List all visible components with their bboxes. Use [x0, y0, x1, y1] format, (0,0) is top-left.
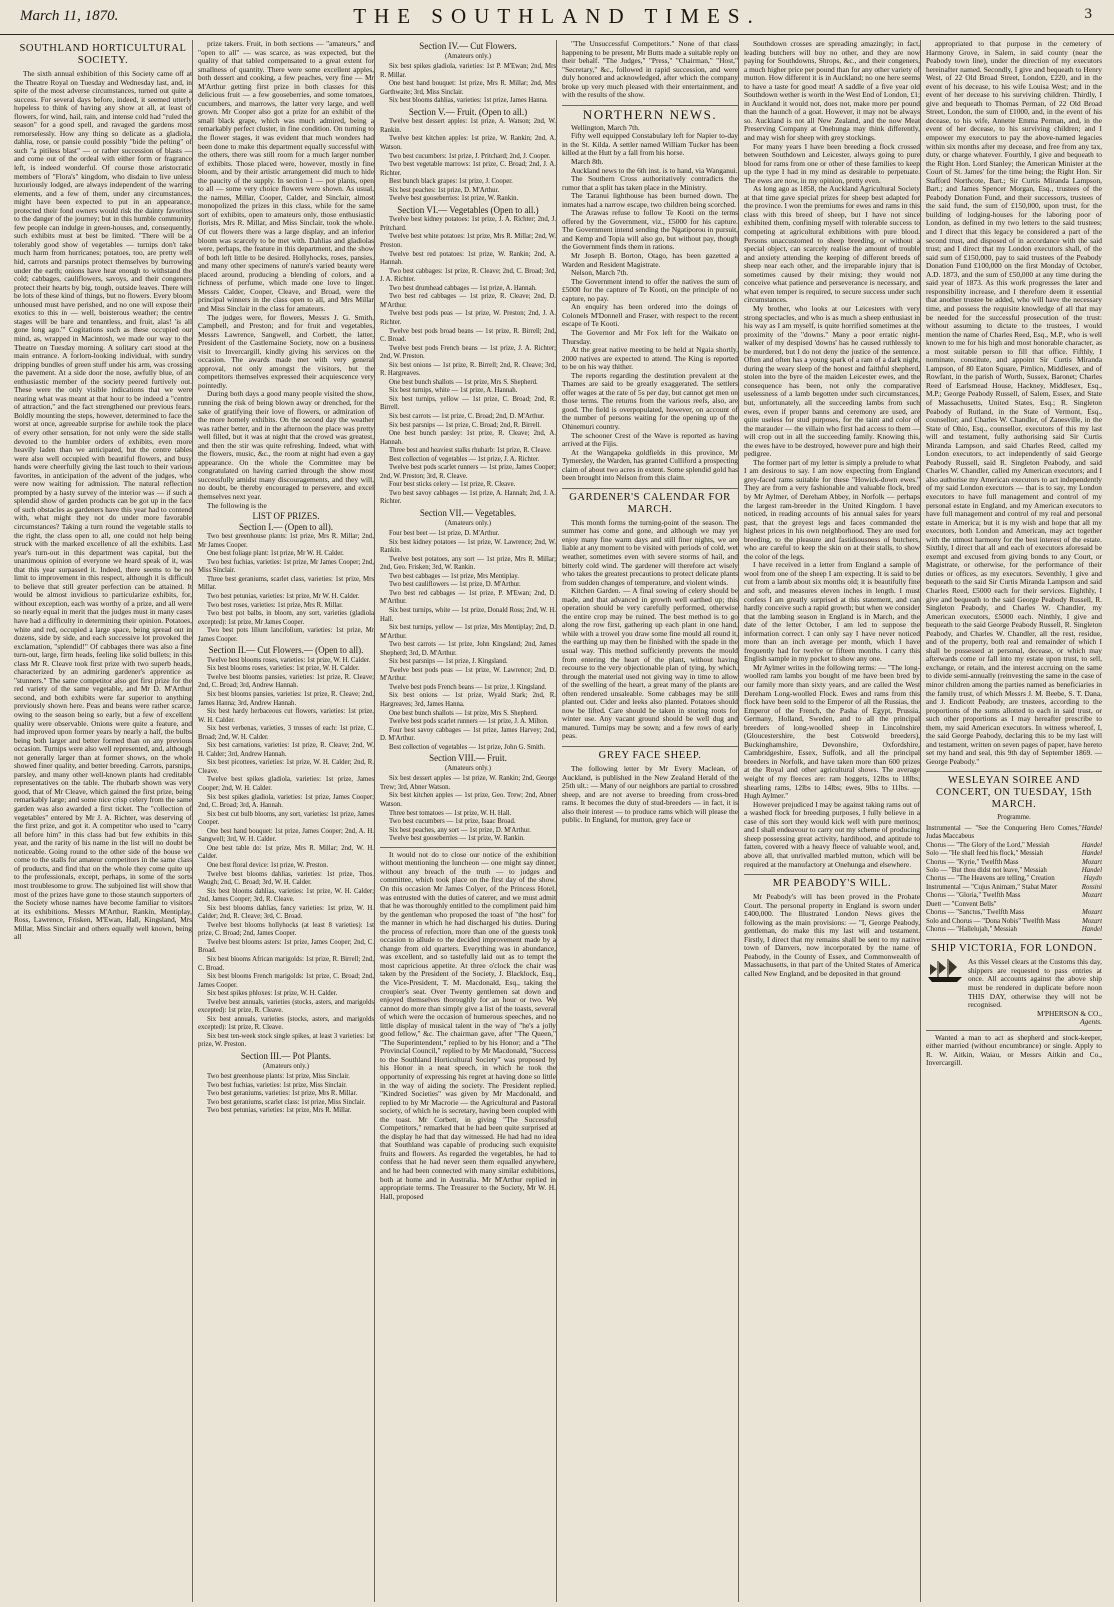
horticultural-article — [14, 70, 192, 942]
paragraph: The following letter by Mr Every Maclean, of Auckland, is published in the New Zealand Herald of the 25th ult.: — Many of our neighbors are partial to crossbred sheep, and are not averse to breeding from cross-bred rams. It becomes the duty of stud-breeders — in fact, it is also their interest — to produce rams which will please the public. In England, for mutton, grey face or — [562, 764, 738, 825]
programme-item — [926, 842, 1102, 850]
peabody-will — [744, 893, 920, 978]
prize-entry: Six best blooms French marigolds: 1st prize, C. Broad; 2nd, James Cooper. — [198, 973, 374, 989]
northern-news — [562, 124, 738, 483]
prize-entry: Twelve best pods scarlet runners — 1st prize, J. A. Milton. — [389, 718, 549, 726]
paragraph: March 8th. — [571, 157, 604, 167]
programme-item — [926, 909, 1102, 917]
prize-entry: One best foliage plant: 1st prize, Mr W. H. Calder. — [207, 550, 344, 558]
paragraph: I have received in a letter from England a sample of wool from one of the sheep I am expecting. It is said to be cut from a lamb about six months old; it is beautifully fine and soft, and measures eleven inches in length. I must confess I am greatly surprised at this statement, and can hardly conceive such a rapid growth; but when we consider that the lambing season in England is in March, and the date of the letter October, I am led to suppose the information correct. I can only say I have never noticed more than an inch average per month, which I have frequently had for twelve or fifteen months. I carry this English sample in my pocket to show any one. — [744, 560, 920, 664]
paragraph: Mr Aylmer writes in the following terms: — "The long-woolled ram lambs you bought of me have been bred by our family more than sixty years, and are called the West Dereham Long-woolled Flock. Ewes and rams from this flock have been sold to the Emperor of all the Russias, the Emperor of the French, the Pasha of Egypt, Prussia, Germany, Holland, Sweden, and to all the principal breeders of long-woolled sheep in Lincolnshire (Gloucestershire, the best Cotswold breeders), Buckinghamshire, Devonshire, Oxfordshire, Cambridgeshire, Essex, Suffolk, and all the principal breeders in Norfolk, and have taken more than 600 prizes at the Royal and other agricultural shows. The average weight of my fleeces are: ram hoggets, 12lbs to 18lbs; shearling rams, 12lbs to 14lbs; ewes, 9lbs to 11lbs. — Hugh Aylmer." — [744, 662, 920, 801]
prize-entry: Two best greenhouse plants: 1st prize, Miss Sinclair. — [207, 1073, 350, 1081]
programme-item — [926, 884, 1102, 892]
paragraph: As long ago as 1858, the Auckland Agricultural Society at that time gave special prizes for sheep best adapted for the province. I won the premiums for ewes and rams in this class with this breed of sheep, but I have not since exhibited them, confining myself with tolerable success to competing at agricultural exhibitions with pure blood. Persons unaccustomed to sheep breeding, or without a special object, can scarcely realise the amount of trouble and anxiety attending the keeping of different breeds of sheep near each other, and the irreparable injury that is sometimes caused by their mixing; they would not conceive what patience and perseverance is necessary, and what even temper is required, to secure success under such circumstances. — [744, 184, 920, 305]
prize-entry: Twelve best kidney potatoes: 1st prize, J. A. Richter; 2nd, J. Pritchard. — [380, 216, 556, 232]
prize-entry: Twelve best blooms dahlias, varieties: 1st prize, Thos. Waugh; 2nd, C. Broad; 3rd, W. H. Calder. — [198, 870, 374, 887]
grey-face-sheep — [562, 765, 738, 825]
paragraph: The sixth annual exhibition of this Society came off at the Theatre Royal on Tuesday and Wednesday last, and, in spite of the most adverse circumstances, turned out quite a success. For several days before, indeed, it seemed utterly hopeless to think of having any show at all, at least of flowers, for wind, hail, rain, and intense cold had "ruled the season" for a good spell, and ravaged the gardens most remorselessly. How any thing so delicate as a gladiola, dahlia, rose, or pansie could possibly "bide the pelting" of such "a pitiless blast" — or rather succession of blasts — and come out of the ordeal with either form or fragrance left, is indeed wonderful. Of course those aristocratic members of "Flora's" kingdom, who disdain to live unless luxuriously lodged, are always independent of the warring elements, and a few of them, under any circumstances, might have been expected to put in an appearance, protected their fond owners would risk the dainty favorites to the danger of the journey; but in this humble community few people can indulge in green-houses, and, consequently, such exhibits must at best be limited. "There will be a tolerably good show of vegetables — turnips don't take much harm from hurricanes; potatoes, too, are pretty well hid, carrots and parsnips protect themselves by burrowing under the earth; onions have heat enough to withstand the cold; cabbages, cauliflowers, savoys, and their congeners protect their hearts by big, tough, outside leaves. There will be lots of these kind of things, but no flowers. Every bloom unhoused must have perished, and no one will expose their exotics to this in — well, boisterous weather; the centre stages will be bare and tenantless, and fruit, alas! 'is all gone long ago.'" Cogitations such as these occupied our mind, as, wrapped in Macintosh, we made our way to the Theatre on Tuesday morning. A solitary cart stood at the main entrance. A forlorn-looking individual, with sundry dripping bundles of green stuff under his arm, was crossing the pavement. At a side door the nose, awfully blue, of an enthusiastic member of the society peered furtively out. These were the only visible indications that we were nearing what was meant at that hour to be indeed a "centre of attraction," and the fact strengthened our previous fears. Boldly mounting the steps, however, determined to face the worst at once, agreeable surprise for awhile took the place of every other sensation, for not only were the side stalls devoted to the humbler orders of exhibits, even more heavily laden than we anticipated, but the centre tables were also well occupied with beautiful flowers, and busy hands were cheerfully giving the last touch to their various favorites, in anticipation of the advent of the judges, who were now waiting for admission. The natural reflection prompted by a hasty survey of the interior was — if such a splendid show of garden products can be got up in the face of such obstacles as gardeners have this year had to contend with, what might they not do under more favorable circumstances? Taking a turn round the vegetable stalls to the right, the class open to all, one could not help being struck with the marked excellence of all the exhibits. Last year's turn-out in this department was capital, but the unanimous opinion of everyone we heard speak of it, was that this year surpassed it. Indeed, there seems to be no limit to improvement in this respect, although it is difficult to believe that still greater perfection can be attained. It would be almost invidious to particularize exhibits, for, without exception, each was worthy of a prize, and all were so nearly equal in merit that the judges must in many cases have had a difficulty in determining their opinion. Potatoes, white and red, occupied a large space, being spread out in dozens, side by side, and each successive lot provoked the exclamation, "splendid!" Of cabbages there was also a fine turn-out, large, firm heads, feeling like solid bullets; in this class Mr R. Cleave took first prize with two superb heads, characterized by an admiring gardener's apprentice as "stunners." The same competitor also got first prize for the red variety of the same vegetable, and Mr D. M'Arthur second, and both exhibits were far superior to anything previously shown here. Peas and beans were rather scarce, owing to the season being so early, but a few of excellent quality were observable. Onions were quite a feature, and had improved upon former years by nearly a half, the bulbs being both larger and better formed than on any previous occasion. Turnips were also well represented, and, although not generally larger than at former shows, on the whole showed finer quality, and better breeding. Carrots, parsnips, parsley, and many other well-known plants had creditable representatives on the table. The rhubarb shown was very good, that of Mr Cleave, which gained the first prize, being remarkably large; and some nice crisp celery from the same garden was also awarded a first ticket. The "collection of vegetables" entered by Mr J. A. Richter, was deserving of the first prize, and got it. A competitor who used to "carry all before him" in this class had but few exhibits in this year, and the rarity of his name in the list will no doubt be noticeable. Going round to the other side of the house we come to the stalls for amateur competitors in the same class of products, and find that on the whole they come quite up to the professionals, except, perhaps, in some of the sorts most troublesome to grow. The subjoined list will show that most of the prizes have gone to those staunch supporters of the Society whose names have become familiar to visitors at its exhibitions. Messrs M'Arthur, Rankin, Mentiplay, Ross, Lawrence, Frisken, M'Ewan, Hall, Kingsland, Mrs Millar, Miss Sinclair and others equally well known, being all — [14, 69, 192, 942]
divider — [926, 1030, 1102, 1031]
prize-entry: Two best greenhouse plants: 1st prize, Mrs R. Millar; 2nd, Mr James Cooper. — [198, 533, 374, 549]
programme-item — [926, 926, 1102, 934]
programme-composer: Haydn — [1083, 875, 1102, 883]
prize-entry: Six best ten-week stock single spikes, at least 3 varieties: 1st prize, W. Preston. — [198, 1032, 374, 1049]
column-2 — [192, 40, 374, 1602]
prize-entry: Two best fuchias, varieties: 1st prize, Miss Sinclair. — [207, 1081, 347, 1089]
prize-entry: Six best carrots — 1st prize, C. Broad; 2nd, D. M'Arthur. — [389, 412, 545, 420]
prize-section-title: Section VIII.— Fruit. — [429, 753, 507, 764]
ship-signature: M'PHERSON & CO., — [1037, 1008, 1102, 1018]
column-4 — [556, 40, 738, 1602]
prize-entry: Two best pots lilium lancifolium, varieties: 1st prize, Mr James Cooper. — [198, 627, 374, 643]
prize-section-subtitle: (Amateurs only.) — [263, 1062, 309, 1070]
programme-piece: Duett — "Convent Bells" — [926, 900, 997, 908]
programme-piece: Chorus — "Hallelujah," Messiah — [926, 925, 1017, 933]
prize-entry: One best hand bouquet: 1st prize, Mrs R. Millar; 2nd, Mrs Garthwaite; 3rd, Miss Sinclair. — [380, 80, 556, 96]
paragraph: Southdown crosses are spreading amazingly; in fact, leading butchers will buy no other, and they are now paying for Southdowns, Shrops, &c., and their congeners, a much higher price per pound than for any other variety of mutton. How different it is in Auckland; no one here seems to have a taste for good meat! A saddle of a five year old Southdown wether is worth in the West End of London, £1; in Auckland it would not, does not, make more per pound than the haunch of a goat. However, it may not be always so. Auckland is not all New Zealand, and the now Meat Preserving Company at Onehunga may think differently, and may wish for sheep with grey stockings. — [744, 40, 920, 143]
prize-entry: Six best spikes gladiola, varieties: 1st prize, James Cooper; 2nd, C. Broad; 3rd, A. Hannah. — [198, 793, 374, 810]
prize-entry: Six best peaches, any sort — 1st prize, D. M'Arthur. — [389, 826, 531, 834]
prize-entry: Six best blooms dahlias, varieties: 1st prize, W. H. Calder; 2nd, James Cooper; 3rd, R. Cleave. — [198, 887, 374, 904]
prize-entry: Six best blooms pansies, varieties: 1st prize, R. Cleave; 2nd, James Hanna; 3rd, Andrew Hannah. — [198, 691, 374, 707]
prize-entry: Twelve best annuals, varieties (stocks, asters, and marigolds excepted): 1st prize, R. Cleave. — [198, 998, 374, 1015]
programme-label: Programme. — [997, 814, 1031, 822]
prize-entry: Four best sticks celery — 1st prize, R. Cleave. — [389, 481, 516, 489]
prize-entry: Six best dessert apples — 1st prize, W. Rankin; 2nd, George Trew; 3rd, Abner Watson. — [380, 775, 556, 791]
paragraph: Wellington, March 7th. — [571, 122, 640, 132]
prize-entry: Twelve best gooseberries — 1st prize, W. Rankin. — [389, 835, 525, 843]
prize-entry: Two best cabbages: 1st prize, R. Cleave; 2nd, C. Broad; 3rd, J. A. Richter. — [380, 267, 556, 284]
prize-entry: Six best peaches: 1st prize, D. M'Arthur. — [389, 186, 500, 194]
paragraph: Auckland news to the 6th inst. is to hand, via Wanganui. — [571, 165, 738, 175]
prize-entry: Twelve best blooms asters: 1st prize, James Cooper; 2nd, C. Broad. — [198, 938, 374, 955]
paragraph: Mr Joseph B. Borton, Otago, has been gazetted a Warden and Resident Magistrate. — [562, 251, 738, 269]
prize-entry: Three best and heaviest stalks rhubarb: 1st prize, R. Cleave. — [389, 447, 552, 455]
luncheon-report — [380, 851, 556, 1201]
prize-entry: Six best onions — 1st prize, R. Birrell; 2nd, R. Cleave; 3rd, R. Hargreaves. — [380, 361, 556, 378]
prize-entry: Six best onions — 1st prize, Wyald Stark; 2nd, R. Hargreaves; 3rd, James Hanna. — [380, 692, 556, 709]
ship-notice — [926, 958, 1102, 1009]
paragraph: appropriated to that purpose in the cemetery of Harmony Grove, in Salem, in said county (near the Peabody town line), under the direction of my executors hereinafter named. Secondly, I give and bequeath to Henry West, of 22 Old Broad Street, London, £220, and in the event of his decease, to his wife Louisa West; and in the event of her decease to his surviving children. Thirdly, I give and bequeath to Thomas Perman, of 22 Old Broad Street, London, the sum of £1000, and, in the event of his decease, to his wife, Annette Emma Perman, and, in the event of her decease, to his surviving children; and I empower my executors to pay the above-named legacies within six months after my decease, and free from any tax, duty, or charge whatever. Fourthly, I give and bequeath to the Right Hon. Lord Stanley; the American Minister at the Court of St. James' for the time being; the Right Hon. Sir Stafford Northcote, Bart.; Sir Curtis Miranda Lampson, Bart.; and James Spencer Morgan, Esq., trustees of the Peabody Donation Fund, and their successors, trustees of the said fund, the sum of £150,000, upon trust, for the building of lodging-houses for the laboring poor of London, as defined in my two letters to the said trustees; and I direct that this legacy be considered a part of the second trust, and disposed of in accordance with the said trust; and I direct that my London executors shall, of the said sum of £150,000, pay to said trustees of the Peabody Donation Fund £100,000 on the first Monday of October, A.D. 1873, and the sum of £50,000 at any time during the said year of 1873. As this work progresses the later and responsibility increase, and I therefore deem it essential that another trustee be added, who will have the necessary time, and possess the requisite knowledge of all that may be needed for the successful prosecution of the trust: without assuming to dictate to the trustees, I would mention the name of Charles Reed, Esq., M.P., who is well known to me for his high and most honorable character, as a most suitable person to fill that office. Fifthly, I nominate, constitute, and appoint Sir Curtis Miranda Lampson, of 80 Eaton Square, Pimlico, Middlesex, and of Rowfant, in the parish of Worth, Sussex, Baronet; Charles Reed of Earlsmead House, Hackney, Middlesex, Esq., M.P.; George Peabody Russell, of Salem, Essex, and State of Massachusetts, United States, Esq.; R. Singleton Peabody of Rutland, in the State of Vermont, Esq., counsellor; and Charles W. Chandler, of Zanesville, in the State of Ohio, Esq., counsellor, executors of this my last will and testament, fully authorising said Sir Curtis Miranda Lampson, and said Charles Reed, called my London executors, to act independently of said George Peabody Russell, said R. Singleton Peabody, and said Charles W. Chandler, called my American executors; and I also authorise my American executors to act independently of my said London executors — that is to say, my London executors to have full management and control of my personal estate in England, and my American executors to have full management and control of my real and personal estate in America; but it is my wish and hope that all my executors, both London and American, may act together with the utmost harmony for the best interest of the estate. Sixthly, I direct that all and each of executors aforesaid be exempt and excused from giving bonds to any Court, or Magistrate, or otherwise, for the performance of their duties or offices, as my executors. Seventhly, I give and bequeath to the said Sir Curtis Miranda Lampson and said Charles Reed, £5000 each for their services. Eighthly, I give and bequeath to the said George Peabody Russell, R. Singleton Peabody, and Charles W. Chandler, my American executors, £5000 each. Ninthly, I give and bequeath to the said George Peabody Russell, R. Singleton Peabody, and Charles W. Chandler, all the rest, residue, and of the property, both real and remainder of which I shall be possessed at personal, decease, or which may afterwards come or fall into my estate upon trust, to sell, exchange, or retain, and the interest accruing on the same to divide semi-annually (reinvesting the same in the case of minor children among the parties named as beneficiaries in the family trust, of which Messrs J. M. Beebe, S. T. Dana, and J. Endicott Peabody, are trustees, according to the proportions of the sums allotted to each in said trust, or such other proportions as I may hereafter prescribe to them, my said American executors. In witness whereof, I, the said George Peabody, declaring this to be my last will and testament, written on seven pages of paper, have hereto set my hand and seal, this 9th day of September 1869. — George Peabody." — [926, 40, 1102, 766]
issue-date: March 11, 1870. — [20, 8, 119, 24]
paragraph: prize takers. Fruit, in both sections — "amateurs," and "open to all" — was scarce, as was expected, but the quality of that tabled compensated to a great extent for smallness of quantity. There were some excellent apples, both dessert and cooking, a few peaches, very fine — Mr M'Arthur getting first prize in both classes for this delicious fruit — a few gooseberries, and some tomatoes, cucumbers, and marrows, the latter very large, and well grown. Mr Cooper also got a prize for an exhibit of the small black grape, which was much admired, being a remarkably perfect cluster, in fine condition. On turning to the flower stages, it was evident that much wonders had been done to make this department equally successful with the others, there was still room for a much larger number of exhibits. Those placed were, however, mostly in fine bloom, and by their artistic arrangement did much to hide the paucity of the supply. In section 1 — pot plants, open to all — some very choice flowers were shown. As usual, the names, Millar, Cooper, Calder, and Sinclair, almost monopolized the prizes in this class, while for the same sort of exhibits, open to amateurs only, those enthusiastic florists, Mrs R. Millar, and Miss Sinclair, took the whole. Of cut flowers there was a large display, and an inferior bloom was scarcely to be met with. Dahlias and gladiolas were, perhaps, the feature in this department, and the show of both left little to be desired. Hollyhocks, roses, pansies, and many other specimens of nature's varied beauty were placed around, producing a blending of colors, and a richness of perfume, which made one love to linger. Messrs Calder, Cooper, Cleave, and Broad, were the principal winners in the class open to all, and Mrs Millar and Miss Sinclair in the class for amateurs. — [198, 40, 374, 313]
column-5 — [738, 40, 920, 1602]
prize-entry: Twelve best blooms hollyhocks (at least 8 varieties): 1st prize, C. Broad; 2nd, James Cooper. — [198, 921, 374, 938]
prize-entry: One best bunch parsley: 1st prize, R. Cleave; 2nd, A. Hannah. — [380, 430, 556, 446]
prize-entry: Twelve best pods scarlet runners — 1st prize, James Cooper; 2nd, W. Preston; 3rd, R. Cleave. — [380, 464, 556, 480]
prize-entry: Best bunch black grapes: 1st prize, J. Cooper. — [389, 178, 513, 186]
columns — [14, 40, 1102, 1602]
prize-entry: Twelve best pods French beans — 1st prize, J. A. Richter; 2nd, W. Preston. — [380, 344, 556, 361]
programme-item — [926, 859, 1102, 867]
prize-sections — [198, 523, 374, 1116]
prize-entry: Six best turnips, white — 1st prize, Donald Ross; 2nd, W. H. Hall. — [380, 607, 556, 623]
ship-agents: Agents. — [1080, 1017, 1102, 1027]
programme-piece: Solo — "But thou didst not leave," Messiah — [926, 867, 1047, 875]
prize-entry: Six best parsnips — 1st prize, C. Broad; 2nd, R. Birrell. — [389, 421, 541, 429]
horticultural-heading: SOUTHLAND HORTICULTURAL SOCIETY. — [19, 43, 187, 66]
programme-piece: Solo — "He shall feed his flock," Messiah — [926, 850, 1044, 858]
wanted-notice: Wanted a man to act as shepherd and stock-keeper, either married (without encumbrance) or single. Apply to R. W. Aitkin, Waiau, or Messrs Aitkin and Co., Invercargill. — [926, 1032, 1102, 1068]
prize-list-heading: LIST OF PRIZES. — [252, 511, 320, 522]
paragraph: The Taranui lighthouse has been burned down. The inmates had a narrow escape, two children being scorched. — [562, 191, 738, 209]
gardeners-calendar-heading: GARDENER'S CALENDAR FOR MARCH. — [562, 488, 738, 516]
northern-news-heading: NORTHERN NEWS. — [562, 105, 738, 121]
prize-entry: Two best geraniums, varieties: 1st prize, Mrs R. Millar. — [207, 1090, 358, 1098]
prize-entry: One best table do: 1st prize, Mrs R. Millar; 2nd, W. H. Calder. — [198, 844, 374, 861]
prize-entry: Two best cucumbers: 1st prize, J. Pritchard; 2nd, J. Cooper. — [389, 152, 551, 160]
ship-notice-text: As this Vessel clears at the Customs this day, shippers are requested to pass entries at once. All accounts against the above ship must be rendered in duplicate before noon THIS DAY, otherwise they will not be recognised. — [968, 957, 1102, 1010]
prize-section-subtitle: (Amateurs only.) — [445, 52, 491, 60]
prize-entry: Four best savoy cabbages — 1st prize, James Harvey; 2nd, D. M'Arthur. — [380, 726, 556, 743]
paragraph: The Governor and Mr Fox left for the Waikato on Thursday. — [562, 327, 738, 346]
grey-face-sheep-heading: GREY FACE SHEEP. — [562, 746, 738, 762]
paragraph: The following is the — [207, 500, 267, 510]
prize-entry: Two best fuchias, varieties: 1st prize, Mr James Cooper; 2nd, Miss Sinclair. — [198, 558, 374, 575]
paragraph: Nelson, March 7th. — [571, 268, 629, 278]
programme-composer: Mozart — [1082, 909, 1102, 917]
prize-entry: Six best verbenas, varieties, 3 trusses of each: 1st prize, C. Broad; 2nd, W. H. Calder. — [198, 725, 374, 741]
prize-entry: Six best annuals, varieties (stocks, asters, and marigolds excepted): 1st prize, R. Cleave. — [198, 1015, 374, 1032]
prize-entry: Twelve best gooseberries: 1st prize, W. Rankin. — [389, 195, 519, 203]
prize-entry: Two best red cabbages — 1st prize, R. Cleave; 2nd, D. M'Arthur. — [380, 293, 556, 309]
prize-entry: Two best petunias, varieties: 1st prize, Mr W. H. Calder. — [207, 593, 360, 600]
masthead — [0, 0, 1114, 35]
programme-list — [926, 825, 1102, 934]
programme-piece: Chorus — "The Heavens are telling," Creation — [926, 875, 1055, 883]
prize-entry: Three best geraniums, scarlet class, varieties: 1st prize, Mrs Millar. — [198, 575, 374, 592]
prize-entry: Twelve best dessert apples: 1st prize, A. Watson; 2nd, W. Rankin. — [380, 118, 556, 134]
prize-sections-continued — [380, 42, 556, 844]
paragraph: At the great native meeting to be held at Ngaia shortly, 2000 natives are expected to attend. The King is reported to be on his way thither. — [562, 345, 738, 372]
prize-entry: Six best blooms dahlias, varieties: 1st prize, James Hanna. — [389, 97, 548, 105]
prize-entry: Six best turnips, yellow — 1st prize, C. Broad; 2nd, R. Birrell. — [380, 395, 556, 412]
peabody-will-continued — [926, 40, 1102, 766]
prize-entry: Six best blooms African marigolds: 1st prize, R. Birrell; 2nd, C. Broad. — [198, 955, 374, 972]
prize-entry: Two best cucumbers — 1st prize, Isaac Broad. — [389, 818, 516, 826]
paragraph: At the Wangapeka goldfields in this province, Mr Tymersley, the Warden, has granted Culliford a prospecting claim of about two acres in extent. Some splendid gold has been brought into Nelson from this claim. — [562, 447, 738, 483]
paragraph: The judges were, for flowers, Messrs J. G. Smith, Campbell, and Preston; and for fruit and vegetables, Messrs Lawrence, Sangwell, and Corbett, the latter, President of the Castlemaine Society, now on a business visit to Invercargill, kindly giving his services on the occasion. The awards made met with very general approval, not only amongst the visitors, but the competitors themselves expressed their acquiescence very pointedly. — [198, 312, 374, 390]
prize-entry: Two best savoy cabbages — 1st prize, A. Hannah; 2nd, J. A. Richter. — [380, 489, 556, 506]
prize-entry: Three best tomatoes — 1st prize, W. H. Hall. — [389, 809, 512, 817]
prize-entry: Twelve best kitchen apples: 1st prize, W. Rankin; 2nd, A. Watson. — [380, 135, 556, 152]
prize-entry: Six best spikes gladiola, varieties: 1st P. M'Ewan; 2nd, Mrs R. Millar. — [380, 63, 556, 79]
prize-entry: One best floral device: 1st prize, W. Preston. — [207, 861, 329, 869]
prize-entry: One best hand bouquet: 1st prize, James Cooper; 2nd, A. H. Sangwell; 3rd, W. H. Calder. — [198, 827, 374, 844]
prize-section-subtitle: (Amateurs only.) — [445, 519, 491, 527]
grey-face-sheep-continued — [744, 40, 920, 869]
prize-entry: Two best cabbages — 1st prize, Mrs Mentiplay. — [389, 572, 519, 580]
programme-item — [926, 892, 1102, 900]
prize-entry: Twelve best pods broad beans — 1st prize, R. Birrell; 2nd, C. Broad. — [380, 327, 556, 344]
prize-entry: Two best red cabbages — 1st prize, P. M'Ewan; 2nd, D. M'Arthur. — [380, 589, 556, 606]
programme-composer: Handel — [1081, 925, 1102, 933]
paragraph: It would not do to close our notice of the exhibition without mentioning the luncheon — one might say dinner, without any breach of the truth — to judges and committee, which took place on the first day of the show. On this occasion Mr James Colyer, of the Princess Hotel, was entrusted with the duties of caterer, and we must admit that he was thoroughly entitled to the compliment paid him by the gentleman who proposed the toast of "the host" for the manner in which he had discharged his duties. During the process of refection, more than one of the guests took occasion to allude to the decided improvement made by a change from old quarters. Everything was in abundance, was excellent, and so tastefully laid out as to tempt the most capricious appetite. At three o'clock the chair was taken by the President of the Society, J. Blacklock, Esq., the Vice-President, T. M. Macdonald, Esq., taking the croupier's seat. Over Twenty gentlemen sat down and enjoyed themselves thoroughly for an hour or two. We cannot do more than simply give a list of the toasts, several of which were the occasion of humerous speeches, and no little display of musical talent in the way of "he's a jolly good fellow," &c. The chairman gave, after "The Queen," "The Superintendent," replied to by his Honor; and a "The Provincial Council," replied to by Mr Macdonald, "Success to the Southland Horticultural Society" was proposed by his Honor in a neat speech, in which he took the opportunity of expressing his regret at having done so little in the way of aiding the society. The President replied. "Kindred Societies" was given by Mr Macdonald, and replied to by Mr Macrorie — the Agricultural and Pastoral society, of which he is secretary, having been coupled with the toast. Mr Corbett, in giving "The Successful Competitors," remarked that he had been quite surprised at the display he had that day witnessed. He had had no idea that Southland was capable of producing such exquisite fruits and flowers. As regarded the vegetables, he had to confess that he had never seen them equalled anywhere, and he had been connected with many similar exhibitions, both at home and in Australia. Mr M'Arthur replied in appropriate terms. The Treasurer to the Society, Mr W. H. Hall, proposed — [380, 849, 556, 1201]
prize-entry: Six best cut bulb blooms, any sort, varieties: 1st prize, James Cooper. — [198, 810, 374, 827]
prize-entry: Four best beet — 1st prize, D. M'Arthur. — [389, 530, 500, 538]
prize-entry: Twelve best potatoes, any sort — 1st prize, Mrs R. Millar; 2nd, Geo. Frisken; 3rd, W. Rankin. — [380, 555, 556, 572]
programme-piece: Chorus — "Sanctus," Twelfth Mass — [926, 909, 1025, 917]
prize-entry: Six best blooms dahlias, fancy varieties: 1st prize, W. H. Calder; 2nd, R. Cleave; 3rd, C. Broad. — [198, 904, 374, 921]
prize-entry: One best bunch shallots — 1st prize, Mrs S. Shepherd. — [389, 709, 538, 717]
paragraph: The former part of my letter is simply a prelude to what I am desirous to say. I am now expecting from England grey-faced rams suitable for these "Howick-down ewes." They are from a very fashionable and valuable flock, bred by Mr Aylmer, of Dereham Abbey, in Norfolk — perhaps the largest ram-breeder in the United Kingdom. I have noticed, in reading accounts of his annual sales for years past, that the greyest legs and faces commanded the highest prices in his own neighborhood. They are used for breeding, to the pleasure and fastidiousness of butchers, who are careful to keep the skin on at their stalls, to show the color of the legs. — [744, 457, 920, 561]
prize-entry: Best collection of vegetables — 1st prize, J. A. Richter. — [389, 455, 540, 463]
prize-entry: Six best picottees, varieties: 1st prize, W. H. Calder; 2nd, R. Cleave. — [198, 759, 374, 775]
programme-piece: Solo and Chorus — "Dona Nobis" Twelfth Mass — [926, 917, 1061, 925]
prize-entry: Six best kidney potatoes — 1st prize, W. Lawrence; 2nd, W. Rankin. — [380, 538, 556, 555]
prize-entry: Six best kitchen apples — 1st prize, Geo. Trew; 2nd, Abner Watson. — [380, 792, 556, 809]
paragraph: This month forms the turning-point of the season. The summer has come and gone, and although we may yet enjoy many fine warm days and still finer nights, we are liable at any moment to be visited with periods of cold, wet weather, sometimes even with severe storms of hail, and bitterly cold wind. The gardener will therefore act wisely who takes the greatest precautions to protect delicate plants from sudden changes of temperature, and violent winds. — [562, 517, 738, 587]
programme-item — [926, 825, 1102, 842]
programme-composer: Mozart — [1082, 917, 1102, 925]
paragraph: Kitchen Garden. — A final sowing of celery should be made, and that advanced in growth well earthed up; this operation should be very carefully performed, otherwise the entire crop may be ruined. The best method is to go along the row first, gathering up each plant in one hand, while with a trowel you draw some fine mould all round it, the earthing up may then be finished with the spade in the usual way. This method sufficiently prevents the mould from entering the heart of the plant, without having recourse to the very objectionable plan of tying, by which, through the material used not giving way in time to allow of the swelling of the heart, a great many of the plants are often rendered unsaleable. Some cabbages may be still planted out. Cider and leeks also planted. Potatoes should now be lifted. Care should be taken in storing roots for winter use. Any vacant ground should be well dug and manured. Turnips may be sown; and a few rows of early peas. — [562, 586, 738, 741]
programme-composer: Handel — [1081, 867, 1102, 875]
prize-entry: Twelve best red potatoes: 1st prize, W. Rankin; 2nd, A. Hannah. — [380, 250, 556, 267]
gardeners-calendar — [562, 519, 738, 741]
column-3 — [374, 40, 556, 1602]
programme-item — [926, 850, 1102, 858]
prize-entry: Twelve best pods French beans — 1st prize, J. Kingsland. — [389, 683, 547, 691]
paragraph: The Southern Cross authoritatively contradicts the rumor that a split has taken place in the Ministry. — [562, 174, 738, 192]
programme-composer: Handel — [1081, 841, 1102, 849]
prize-entry: Twelve best pods peas — 1st prize, W. Preston; 2nd, J. A. Richter. — [380, 310, 556, 326]
paragraph: The schooner Crest of the Wave is reported as having arrived at the Fijis. — [562, 430, 738, 449]
page-number: 3 — [1084, 6, 1092, 22]
prize-section-title: Section IV.— Cut Flowers. — [419, 41, 517, 51]
divider — [380, 847, 556, 848]
programme-piece: Chorus — "The Glory of the Lord," Messiah — [926, 841, 1050, 849]
prize-entry: Six best hardy herbaceous cut flowers, varieties: 1st prize, W. H. Calder. — [198, 708, 374, 724]
programme-piece: Instrumental — "See the Conquering Hero Comes," Judas Maccabeus — [926, 825, 1082, 841]
paragraph: An enquiry has been ordered into the doings of Colonels M'Donnell and Fraser, with respect to the recent escape of Te Kooti. — [562, 302, 738, 329]
newspaper-title: THE SOUTHLAND TIMES. — [353, 4, 761, 28]
programme-item — [926, 918, 1102, 926]
paragraph: For many years I have been breeding a flock crossed between Southdown and Leicester, always going to pure blood for rams from one or other of these families to keep up the type I had in my mind as desirable to perpetuate. The ewes are now, in my opinion, pretty even. — [744, 141, 920, 185]
column-6 — [920, 40, 1102, 1602]
ship-victoria-heading: SHIP VICTORIA, FOR LONDON. — [926, 939, 1102, 955]
horticultural-article-continued — [198, 40, 374, 510]
paragraph: The Government intend to offer the natives the sum of £5000 for the capture of Te Kooti, on the principle of no capture, no pay. — [562, 276, 738, 303]
programme-item — [926, 867, 1102, 875]
programme-piece: Instrumental — "Cujus Animam," Stabat Mater — [926, 883, 1058, 891]
prize-entry: Six best parsnips — 1st prize, J. Kingsland. — [389, 658, 508, 666]
prize-entry: Twelve best white potatoes: 1st prize, Mrs R. Millar; 2nd, W. Preston. — [380, 233, 556, 250]
prize-entry: Twelve best spikes gladiola, varieties: 1st prize, James Cooper; 2nd, W. H. Calder. — [198, 776, 374, 793]
paragraph: Fifty well equipped Constabulary left for Napier to-day in the St. Kilda. A settler named William Tucker has been killed at the Hutt by a fall from his horse. — [562, 131, 738, 158]
prize-section-title: Section II.— Cut Flowers.— (Open to all). — [208, 645, 364, 656]
prize-section-title: Section III.— Pot Plants. — [240, 1050, 332, 1061]
programme-composer: Handel — [1081, 850, 1102, 858]
prize-entry: Six best turnips, white — 1st prize, A. Hannah. — [389, 387, 518, 395]
prize-entry: Six best spikes phloxes: 1st prize, W. H. Calder. — [207, 990, 338, 998]
programme-piece: Chorus — "Gloria," Twelfth Mass — [926, 892, 1021, 900]
prize-entry: Six best blooms roses, varieties: 1st prize, W. H. Calder. — [207, 665, 360, 673]
programme-composer: Mozart — [1082, 858, 1102, 866]
prize-entry: One best bunch shallots — 1st prize, Mrs S. Shepherd. — [389, 378, 538, 386]
prize-entry: Two best pot balbs, in bloom, any sort, varieties (gladiola excepted): 1st prize, Mr James Cooper. — [198, 610, 374, 626]
prize-entry: Twelve best pods peas — 1st prize, W. Lawrence; 2nd, D. M'Arthur. — [380, 666, 556, 683]
programme-item — [926, 901, 1102, 909]
programme-piece: Chorus — "Kyrie," Twelfth Mass — [926, 858, 1019, 866]
paragraph: During both days a good many people visited the show, running the risk of being blown away or drenched, for the sake of gratifying their love of flowers, or admiration of the more homely exhibits. On the second day the weather was rather better, and in the afternoon the place was pretty well filled, but it was at night that the crowd was greatest, and then the stir was quite refreshing. Indeed, what with the flowers, music, &c., the room at night had even a gay appearance. On the whole the Committee may be congratulated on having carried through the show most successfully amidst many discouragements, and they will, no doubt, be thereby encouraged to persevere, and excel themselves next year. — [198, 389, 374, 501]
toasts-conclusion: "The Unsuccessful Competitors." None of that class happening to be present, Mr Butts made a suitable reply on their behalf. "The Judges," "Press," "Chairman," "Host," "Secretary," &c., followed in rapid succession, and were duly honored and acknowledged, after which the company broke up very much pleased with their entertainment, and with the results of the show. — [562, 40, 738, 100]
prize-entry: Two best carrots — 1st prize, John Kingsland; 2nd, James Shepherd; 3rd, D. M'Arthur. — [380, 641, 556, 657]
prize-entry: Two best cauliflowers — 1st prize, D. M'Arthur. — [389, 581, 521, 589]
paragraph: However prejudiced I may be against taking rams out of a washed flock for breeding purposes, I fully believe in a case of this sort they would kick well with pure merinos; and I shall endeavour to carry out my scheme of producing sheep possessing great activity, hardihood, and aptitude to fatten, covered with a heavy fleece of valuable wool, and, above all, that unrivalled marbled mutton, which will be required at the manufactory at Onehunga and elsewhere. — [744, 799, 920, 869]
programme-composer: Rossini — [1081, 883, 1102, 891]
prize-entry: Twelve best blooms roses, varieties: 1st prize, W. H. Calder. — [207, 656, 371, 664]
prize-entry: Two best roses, varieties: 1st prize, Mrs R. Millar. — [207, 601, 343, 609]
prize-entry: Two best drumhead cabbages — 1st prize, A. Hannah. — [389, 284, 537, 292]
prize-entry: Best collection of vegetables — 1st prize, John G. Smith. — [389, 743, 545, 751]
paragraph: The Arawas refuse to follow Te Kooti on the terms offered by the Government, viz., £5000 for his capture. The Government intend sending the Ngatiporou in pursuit, and Kemp and Topia will also go, but without pay, though the Government finds them in rations. — [562, 208, 738, 252]
soiree-heading: WESLEYAN SOIREE AND CONCERT, ON TUESDAY, 15th MARCH. — [926, 771, 1102, 811]
prize-section-title: Section VII.— Vegetables. — [419, 507, 517, 518]
prize-entry: Six best carnations, varieties: 1st prize, R. Cleave; 2nd, W. H. Calder; 3rd, Andrew Hannah. — [198, 742, 374, 758]
prize-section-subtitle: (Amateurs only.) — [445, 764, 491, 772]
prize-section-title: Section I.— (Open to all). — [239, 521, 333, 532]
prize-entry: Two best geraniums, scarlet class: 1st prize, Miss Sinclair. — [207, 1098, 366, 1106]
prize-entry: Two best petunias, varieties: 1st prize, Mrs R. Millar. — [207, 1107, 352, 1115]
prize-section-title: Section VI.— Vegetables (Open to all.) — [397, 204, 539, 215]
prize-entry: Six best turnips, yellow — 1st prize, Mrs Mentiplay; 2nd, D. M'Arthur. — [380, 624, 556, 640]
paragraph: My brother, who looks at our Leicesters with very strong spectacles, and who is as much a sheep enthusiast in his way as I am myself, is quite horrified sometimes at the proximity of the "downs." Many a poor erratic night-walker of my despised 'downs' has he caused ruthlessly to be murdered, but I do not deny the justice of the sentence. Often and often has a young spark of a ram of a dark night, during the weary sleep of the honest and faithful shepherd, stolen into the byre of the maiden Leicester ewes, and the consequence has been, not only the comparative uselessness of a lamb begotten under such circumstances, but, unfortunately, all the succeeding lambs from such ewes, even if proper banns and ceremony are used, are quite useless for stud purposes, for the taint and color of the marauder — the villain who first had access to them — will crop out in all the succeeding family. Knowing this, the ewes have to be destroyed, however pure and high their pedigree. — [744, 303, 920, 459]
ship-icon — [926, 958, 964, 984]
prize-entry: Two best vegetable marrows: 1st prize, C. Broad; 2nd, J. A. Richter. — [380, 161, 556, 177]
prize-section-title: Section V.— Fruit. (Open to all.) — [408, 106, 528, 117]
peabody-will-heading: MR PEABODY'S WILL. — [744, 874, 920, 890]
programme-composer: Handel — [1081, 825, 1102, 833]
prize-entry: Twelve best blooms pansies, varieties: 1st prize, R. Cleave; 2nd, C. Broad; 3rd, Andrew Hannah. — [198, 673, 374, 690]
paragraph: The reports regarding the destitution prevalent at the Thames are said to be greatly exaggerated. The settlers offer wages at the rate of 5s per day, but cannot get men on those terms. The returns from the various reefs, also, are good. The field is overpopulated, however, on account of the number of persons waiting for the opening up of the Ohinemuri country. — [562, 370, 738, 431]
column-1 — [14, 40, 192, 1602]
programme-composer: Mozart — [1082, 892, 1102, 900]
programme-item — [926, 875, 1102, 883]
paragraph: Mr Peabody's will has been proved in the Probate Court. The personal property in England is sworn under £400,000. The Illustrated London News gives the following as the main provisions: — "I, George Peabody, gentleman, do make this my last will and testament. Firstly, I direct that my remains shall be sent to my native town of Danvers, now incorporated by the name of Peabody, in the County of Essex, and Commonwealth of Massachusetts, in that part of the United States of America called New England, and be deposited in that ground — [744, 892, 920, 978]
